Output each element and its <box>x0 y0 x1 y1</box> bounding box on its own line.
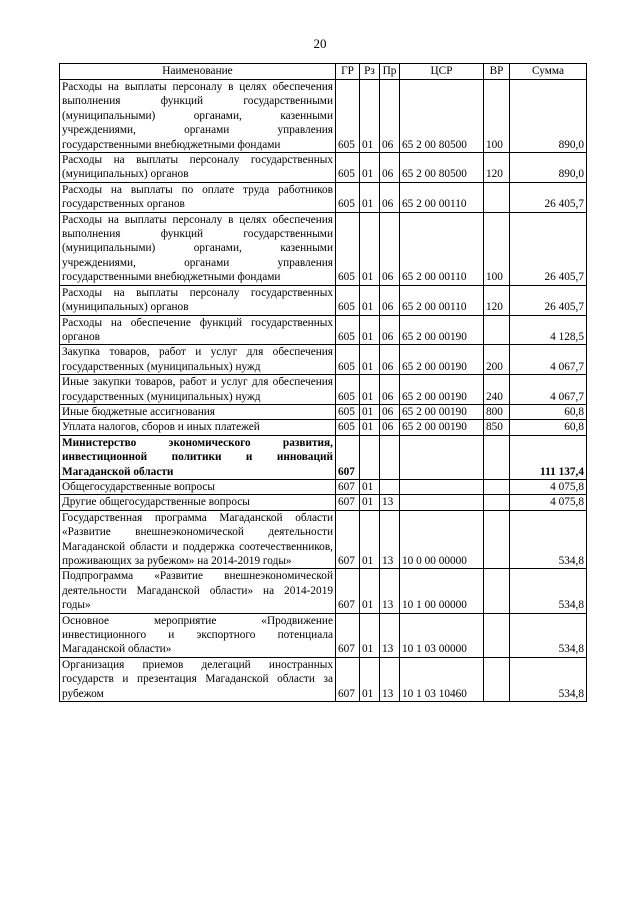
cell-vr: 240 <box>484 375 510 405</box>
header-sum: Сумма <box>510 64 587 80</box>
cell-csr: 65 2 00 00190 <box>400 345 484 375</box>
cell-gr: 605 <box>336 212 360 285</box>
cell-rz: 01 <box>360 420 380 435</box>
cell-pr: 13 <box>380 510 400 569</box>
cell-gr: 607 <box>336 435 360 479</box>
cell-vr <box>484 495 510 510</box>
cell-gr: 605 <box>336 285 360 315</box>
cell-name: Иные бюджетные ассигнования <box>60 404 336 419</box>
cell-csr: 10 1 00 00000 <box>400 569 484 613</box>
cell-pr <box>380 479 400 494</box>
cell-rz: 01 <box>360 479 380 494</box>
cell-pr: 06 <box>380 404 400 419</box>
cell-rz: 01 <box>360 153 380 183</box>
cell-csr: 65 2 00 00190 <box>400 404 484 419</box>
cell-sum: 4 067,7 <box>510 375 587 405</box>
cell-csr <box>400 479 484 494</box>
cell-vr: 120 <box>484 285 510 315</box>
cell-rz: 01 <box>360 80 380 153</box>
cell-gr: 605 <box>336 315 360 345</box>
cell-pr: 06 <box>380 153 400 183</box>
header-vr: ВР <box>484 64 510 80</box>
header-pr: Пр <box>380 64 400 80</box>
cell-pr: 06 <box>380 345 400 375</box>
header-gr: ГР <box>336 64 360 80</box>
header-name: Наименование <box>60 64 336 80</box>
cell-vr: 100 <box>484 80 510 153</box>
cell-name: Государственная программа Магаданской области «Развитие внешнеэкономической деятельности Магаданской области и поддержка соотечественников, проживающих за рубежом» на 2014-2019 годы» <box>60 510 336 569</box>
cell-csr: 10 0 00 00000 <box>400 510 484 569</box>
cell-rz: 01 <box>360 212 380 285</box>
cell-pr: 06 <box>380 375 400 405</box>
cell-pr: 06 <box>380 285 400 315</box>
cell-name: Организация приемов делегаций иностранных государств и презентация Магаданской области за рубежом <box>60 657 336 701</box>
cell-rz: 01 <box>360 345 380 375</box>
cell-gr: 607 <box>336 569 360 613</box>
cell-vr <box>484 657 510 701</box>
cell-gr: 605 <box>336 345 360 375</box>
cell-pr: 13 <box>380 613 400 657</box>
cell-csr: 65 2 00 00110 <box>400 212 484 285</box>
table-row <box>60 657 587 701</box>
cell-name: Другие общегосударственные вопросы <box>60 495 336 510</box>
cell-name: Расходы на выплаты персоналу государственных (муниципальных) органов <box>60 153 336 183</box>
table-body <box>60 80 587 702</box>
cell-name: Расходы на выплаты персоналу в целях обеспечения выполнения функций государственными (муниципальными) органами, казенными учреждениями, органами управления государственными внебюджетными фондами <box>60 80 336 153</box>
cell-vr <box>484 569 510 613</box>
table-row <box>60 345 587 375</box>
cell-name: Расходы на выплаты по оплате труда работников государственных органов <box>60 182 336 212</box>
cell-name: Уплата налогов, сборов и иных платежей <box>60 420 336 435</box>
table-row <box>60 613 587 657</box>
cell-gr: 607 <box>336 495 360 510</box>
cell-sum: 4 128,5 <box>510 315 587 345</box>
table-row <box>60 404 587 419</box>
table-row <box>60 435 587 479</box>
cell-name: Расходы на обеспечение функций государственных органов <box>60 315 336 345</box>
cell-pr: 06 <box>380 420 400 435</box>
cell-gr: 605 <box>336 420 360 435</box>
cell-pr: 06 <box>380 315 400 345</box>
cell-gr: 605 <box>336 375 360 405</box>
cell-csr <box>400 435 484 479</box>
cell-sum: 4 075,8 <box>510 479 587 494</box>
cell-gr: 605 <box>336 80 360 153</box>
cell-vr <box>484 510 510 569</box>
cell-pr: 13 <box>380 495 400 510</box>
cell-sum: 60,8 <box>510 404 587 419</box>
cell-sum: 534,8 <box>510 657 587 701</box>
cell-rz: 01 <box>360 315 380 345</box>
cell-name: Закупка товаров, работ и услуг для обеспечения государственных (муниципальных) нужд <box>60 345 336 375</box>
cell-gr: 607 <box>336 510 360 569</box>
cell-vr: 100 <box>484 212 510 285</box>
table-header-row <box>60 64 587 80</box>
cell-vr: 850 <box>484 420 510 435</box>
cell-sum: 111 137,4 <box>510 435 587 479</box>
page-number: 20 <box>313 36 327 51</box>
cell-gr: 607 <box>336 657 360 701</box>
cell-rz: 01 <box>360 375 380 405</box>
cell-csr: 65 2 00 80500 <box>400 80 484 153</box>
cell-vr: 120 <box>484 153 510 183</box>
cell-sum: 4 067,7 <box>510 345 587 375</box>
table-row <box>60 375 587 405</box>
cell-vr <box>484 435 510 479</box>
cell-csr: 65 2 00 00190 <box>400 420 484 435</box>
cell-name: Министерство экономического развития, инвестиционной политики и инноваций Магаданской области <box>60 435 336 479</box>
table-row <box>60 420 587 435</box>
cell-csr: 65 2 00 80500 <box>400 153 484 183</box>
cell-sum: 890,0 <box>510 153 587 183</box>
cell-rz: 01 <box>360 657 380 701</box>
cell-csr <box>400 495 484 510</box>
table-row <box>60 153 587 183</box>
cell-gr: 607 <box>336 613 360 657</box>
cell-rz: 01 <box>360 285 380 315</box>
cell-sum: 890,0 <box>510 80 587 153</box>
table-row <box>60 80 587 153</box>
cell-csr: 65 2 00 00190 <box>400 375 484 405</box>
table-row <box>60 495 587 510</box>
cell-pr: 13 <box>380 657 400 701</box>
cell-rz: 01 <box>360 495 380 510</box>
cell-sum: 26 405,7 <box>510 285 587 315</box>
cell-sum: 26 405,7 <box>510 182 587 212</box>
cell-rz: 01 <box>360 569 380 613</box>
cell-vr <box>484 479 510 494</box>
cell-vr <box>484 315 510 345</box>
table-row <box>60 479 587 494</box>
cell-csr: 65 2 00 00190 <box>400 315 484 345</box>
cell-pr: 06 <box>380 80 400 153</box>
cell-name: Расходы на выплаты персоналу государственных (муниципальных) органов <box>60 285 336 315</box>
cell-name: Подпрограмма «Развитие внешнеэкономической деятельности Магаданской области» на 2014-2019 годы» <box>60 569 336 613</box>
cell-sum: 26 405,7 <box>510 212 587 285</box>
table-row <box>60 569 587 613</box>
cell-vr <box>484 182 510 212</box>
cell-rz: 01 <box>360 404 380 419</box>
cell-gr: 605 <box>336 153 360 183</box>
cell-rz: 01 <box>360 613 380 657</box>
cell-name: Основное мероприятие «Продвижение инвестиционного и экспортного потенциала Магаданской области» <box>60 613 336 657</box>
cell-name: Общегосударственные вопросы <box>60 479 336 494</box>
cell-sum: 60,8 <box>510 420 587 435</box>
cell-pr: 13 <box>380 569 400 613</box>
cell-sum: 534,8 <box>510 613 587 657</box>
cell-pr <box>380 435 400 479</box>
table-row <box>60 510 587 569</box>
cell-sum: 534,8 <box>510 510 587 569</box>
table-row <box>60 182 587 212</box>
table-row <box>60 315 587 345</box>
cell-sum: 4 075,8 <box>510 495 587 510</box>
cell-rz <box>360 435 380 479</box>
table-row <box>60 212 587 285</box>
table-row <box>60 285 587 315</box>
cell-vr <box>484 613 510 657</box>
header-csr: ЦСР <box>400 64 484 80</box>
budget-table <box>59 63 587 702</box>
cell-vr: 800 <box>484 404 510 419</box>
cell-name: Иные закупки товаров, работ и услуг для обеспечения государственных (муниципальных) нужд <box>60 375 336 405</box>
cell-gr: 605 <box>336 404 360 419</box>
cell-csr: 65 2 00 00110 <box>400 285 484 315</box>
cell-rz: 01 <box>360 510 380 569</box>
cell-pr: 06 <box>380 182 400 212</box>
cell-vr: 200 <box>484 345 510 375</box>
cell-gr: 605 <box>336 182 360 212</box>
cell-csr: 10 1 03 00000 <box>400 613 484 657</box>
cell-pr: 06 <box>380 212 400 285</box>
cell-csr: 10 1 03 10460 <box>400 657 484 701</box>
cell-rz: 01 <box>360 182 380 212</box>
cell-gr: 607 <box>336 479 360 494</box>
cell-sum: 534,8 <box>510 569 587 613</box>
cell-name: Расходы на выплаты персоналу в целях обеспечения выполнения функций государственными (муниципальными) органами, казенными учреждениями, органами управления государственными внебюджетными фондами <box>60 212 336 285</box>
header-rz: Рз <box>360 64 380 80</box>
cell-csr: 65 2 00 00110 <box>400 182 484 212</box>
